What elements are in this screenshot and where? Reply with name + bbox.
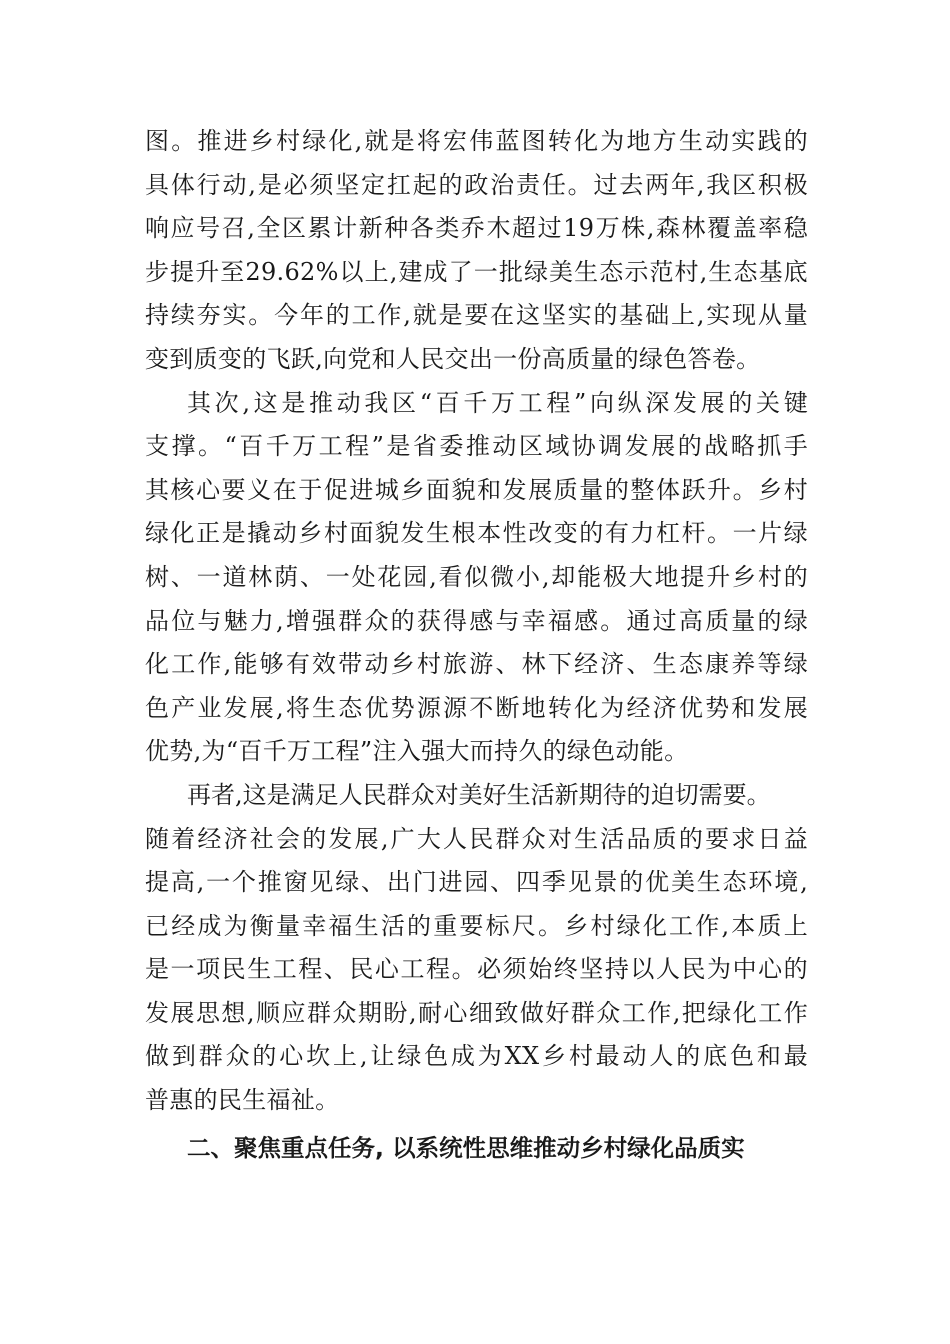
text-line: 其核心要义在于促进城乡面貌和发展质量的整体跃升。乡村 [145,475,808,504]
text-line: 品位与魅力,增强群众的获得感与幸福感。通过高质量的绿 [145,606,808,635]
text-line: 变到质变的飞跃,向党和人民交出一份高质量的绿色答卷。 [145,344,761,373]
text-line: 提高,一个推窗见绿、出门进园、四季见景的优美生态环境, [145,868,808,897]
paragraph-3 [145,774,808,1123]
text-line: 发展思想,顺应群众期盼,耐心细致做好群众工作,把绿化工作 [145,998,808,1027]
paragraph-2 [145,382,808,774]
paragraph-1 [145,120,808,382]
text-line: 色产业发展,将生态优势源源不断地转化为经济优势和发展 [145,693,808,722]
text-line: 持续夯实。今年的工作,就是要在这坚实的基础上,实现从量 [145,301,808,330]
text-line: 树、一道林荫、一处花园,看似微小,却能极大地提升乡村的 [145,562,808,591]
text-line: 再者,这是满足人民群众对美好生活新期待的迫切需要。 [187,780,771,809]
text-line: 已经成为衡量幸福生活的重要标尺。乡村绿化工作,本质上 [145,911,808,940]
text-line: 绿化正是撬动乡村面貌发生根本性改变的有力杠杆。一片绿 [145,519,808,548]
text-line: 步提升至29.62%以上,建成了一批绿美生态示范村,生态基底 [145,257,808,286]
text-line: 优势,为“百千万工程”注入强大而持久的绿色动能。 [145,737,689,766]
section-heading: 二、聚焦重点任务, 以系统性思维推动乡村绿化品质实 [187,1133,745,1162]
text-line: 普惠的民生福祉。 [145,1086,340,1115]
text-line: 其次,这是推动我区“百千万工程”向纵深发展的关键 [187,388,808,417]
text-line: 图。推进乡村绿化,就是将宏伟蓝图转化为地方生动实践的 [145,127,808,155]
text-line: 是一项民生工程、民心工程。必须始终坚持以人民为中心的 [145,955,808,984]
text-line: 随着经济社会的发展,广大人民群众对生活品质的要求日益 [145,824,808,853]
document-body [145,120,808,1170]
text-line: 具体行动,是必须坚定扛起的政治责任。过去两年,我区积极 [145,170,808,199]
text-line: 响应号召,全区累计新种各类乔木超过19万株,森林覆盖率稳 [145,214,808,243]
text-line: 做到群众的心坎上,让绿色成为XX乡村最动人的底色和最 [145,1042,808,1071]
text-line: 化工作,能够有效带动乡村旅游、林下经济、生态康养等绿 [145,650,808,679]
text-line: 支撑。“百千万工程”是省委推动区域协调发展的战略抓手 [145,432,808,461]
